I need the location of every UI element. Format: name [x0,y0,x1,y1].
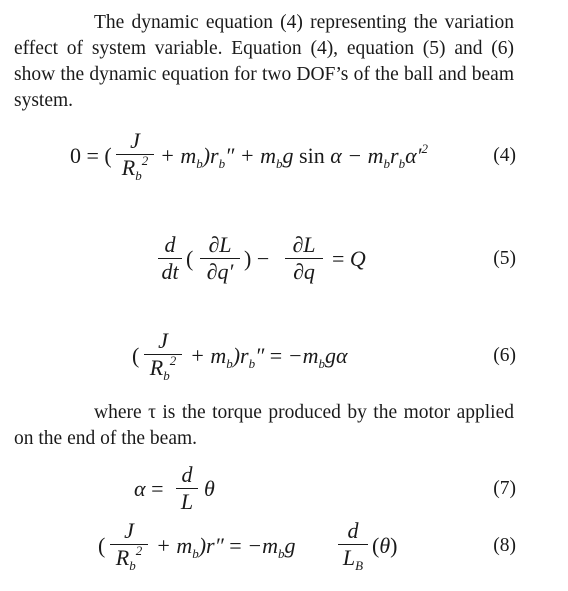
paragraph-torque [14,400,514,452]
equation-number: (5) [493,248,516,269]
fraction-j-over-rb2: J $R_b^2$ [116,128,154,181]
equation-number: (6) [493,345,516,366]
paragraph-text: where τ is the torque produced by the motor applied on the end of the beam. [14,402,514,449]
equation-number: (7) [493,478,516,499]
equation-6: ( J $R_b^2$ + $m_b)r_b'' = -m_bg\alpha$ (6) [132,328,516,383]
equation-number: (4) [493,145,516,166]
equation-8: ( J $R_b^2$ + $m_b)r'' = -m_bg$ d $L_B$ (θ) (8) [98,518,516,573]
equation-5: d dt ( ∂L ∂q′ ) − ∂L ∂q = Q (5) [0,232,568,292]
equation-4: 0 = ( J $R_b^2$ + $m_b)r_b'' + m_bg$ $\sin \alpha - m_br_b\alpha'^2$ (4) [70,128,516,183]
paragraph-dynamic-equation [14,10,514,114]
equation-number: (8) [493,535,516,556]
equation-7: α = d L θ (7) [134,462,516,514]
paragraph-text: The dynamic equation (4) representing the variation effect of system variable. Equation (4), equation (5) and (6) show the dynamic equation for two DOF’s of the ball and beam system. [14,12,514,111]
